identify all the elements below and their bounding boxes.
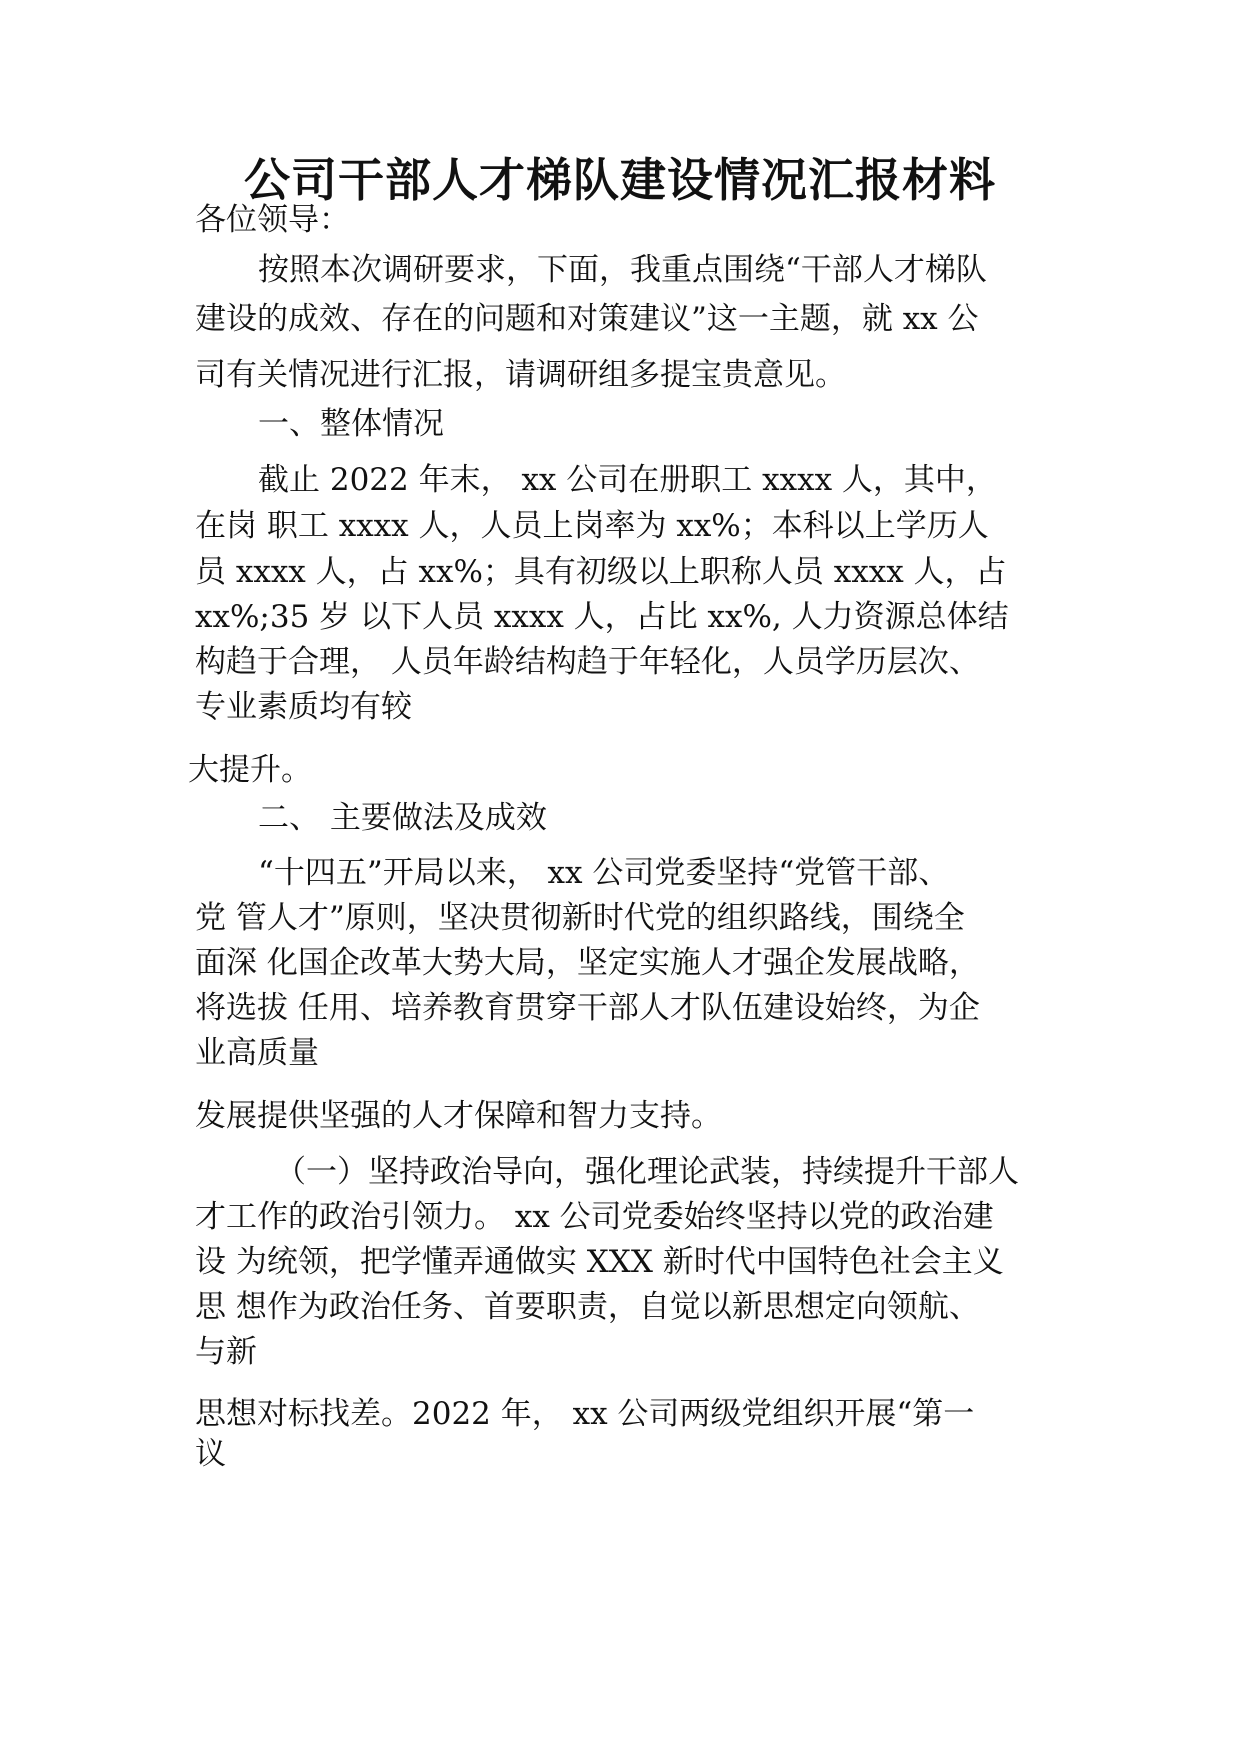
overall-line-1: 截止 2022 年末， xx 公司在册职工 xxxx 人，其中， bbox=[258, 462, 997, 498]
overall-line-5: 构趋于合理， 人员年龄结构趋于年轻化，人员学历层次、 bbox=[195, 644, 980, 680]
overall-line-6: 专业素质均有较 bbox=[195, 689, 412, 725]
sub1-line-4: 思 想作为政治任务、首要职责，自觉以新思想定向领航、 bbox=[195, 1289, 980, 1325]
section-heading-overall: 一、整体情况 bbox=[258, 406, 444, 442]
measures-line-1: “十四五”开局以来， xx 公司党委坚持“党管干部、 bbox=[258, 855, 950, 891]
intro-line-1: 按照本次调研要求，下面，我重点围绕“干部人才梯队 bbox=[258, 252, 987, 288]
intro-line-2: 建设的成效、存在的问题和对策建议”这一主题，就 xx 公 bbox=[195, 301, 979, 337]
overall-line-3: 员 xxxx 人，占 xx%；具有初级以上职称人员 xxxx 人，占 bbox=[195, 554, 1007, 590]
salutation: 各位领导： bbox=[195, 202, 350, 238]
intro-line-3: 司有关情况进行汇报，请调研组多提宝贵意见。 bbox=[195, 357, 846, 393]
sub1-line-3: 设 为统领，把学懂弄通做实 XXX 新时代中国特色社会主义 bbox=[195, 1244, 1004, 1280]
sub1-line-2: 才工作的政治引领力。 xx 公司党委始终坚持以党的政治建 bbox=[195, 1199, 994, 1235]
measures-line-4: 将选拔 任用、培养教育贯穿干部人才队伍建设始终，为企 bbox=[195, 990, 980, 1026]
document-title: 公司干部人才梯队建设情况汇报材料 bbox=[244, 153, 996, 207]
measures-line-5: 业高质量 bbox=[195, 1035, 319, 1071]
sub1-line-7: 议 bbox=[195, 1436, 226, 1472]
measures-line-6: 发展提供坚强的人才保障和智力支持。 bbox=[195, 1098, 722, 1134]
overall-line-4: xx%;35 岁 以下人员 xxxx 人，占比 xx%, 人力资源总体结 bbox=[195, 599, 1009, 635]
measures-line-2: 党 管人才”原则，坚决贯彻新时代党的组织路线，围绕全 bbox=[195, 900, 965, 936]
sub1-line-6: 思想对标找差。2022 年， xx 公司两级党组织开展“第一 bbox=[195, 1396, 975, 1432]
section-heading-measures: 二、 主要做法及成效 bbox=[258, 800, 547, 836]
overall-line-7: 大提升。 bbox=[188, 752, 312, 788]
sub1-line-1: （一）坚持政治导向，强化理论武装，持续提升干部人 bbox=[275, 1154, 1019, 1190]
measures-line-3: 面深 化国企改革大势大局，坚定实施人才强企发展战略， bbox=[195, 945, 980, 981]
sub1-line-5: 与新 bbox=[195, 1334, 257, 1370]
overall-line-2: 在岗 职工 xxxx 人，人员上岗率为 xx%；本科以上学历人 bbox=[195, 508, 989, 544]
